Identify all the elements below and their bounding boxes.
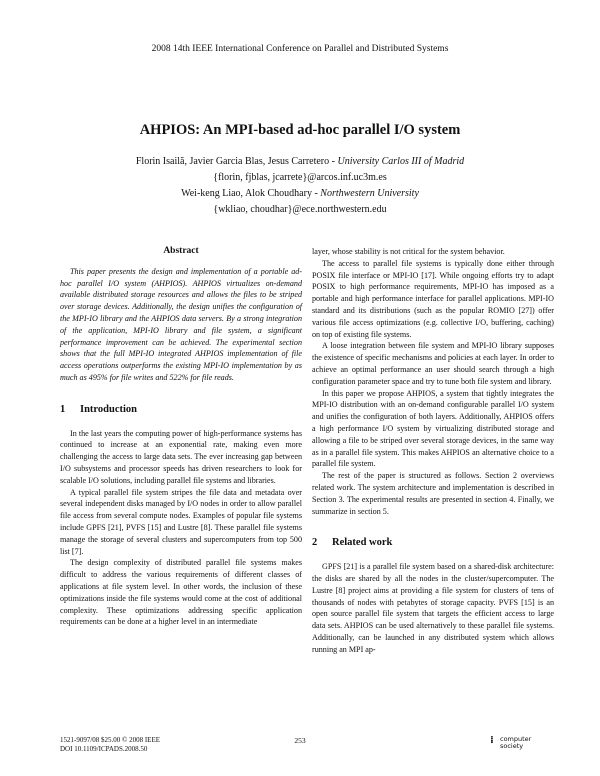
- paragraph: In the last years the computing power of high-performance systems has continued to increase at an exponential rate, making even more challenging the access to large data sets. The ever increasing gap between I/O subsystems and processor speeds has driven researchers to look for scalable I/O solutions, including parallel file systems and libraries.: [60, 428, 302, 485]
- section-1-heading: [60, 404, 302, 416]
- logo-text: computer society: [500, 735, 532, 750]
- society-mark-icon: ⁞: [490, 735, 494, 746]
- computer-society-logo: [490, 735, 542, 757]
- footer-copyright: 1521-9097/08 $25.00 © 2008 IEEE: [60, 736, 161, 744]
- paper-title: AHPIOS: An MPI-based ad-hoc parallel I/O system: [139, 122, 461, 138]
- section-2-title: Related work: [332, 537, 393, 549]
- section-1-title: Introduction: [80, 403, 137, 415]
- section-2-number: 2: [312, 537, 318, 549]
- section-1-number: 1: [60, 403, 66, 415]
- paragraph: A typical parallel file system stripes the file data and metadata over several independent disks managed by I/O nodes in order to allow parallel file access from several compute nodes. Examples of popular file systems include GPFS [21], PVFS [15] and Lustre [8]. These parallel file systems manage the storage of several clusters and supercomputers from top 500 list [7].: [60, 487, 302, 556]
- author-emails-1: {florin, fjblas, jcarrete}@arcos.inf.uc3m.es: [213, 172, 387, 183]
- left-column: [60, 246, 302, 628]
- paragraph: The rest of the paper is structured as follows. Section 2 overviews related work. The system architecture and implementation is described in Section 3. The experimental results are presented in section 4. Finally, we summarize in section 5.: [312, 471, 554, 516]
- author-emails-2: {wkliao, choudhar}@ece.northwestern.edu: [213, 204, 387, 215]
- author-names-1: Florin Isailă, Javier Garcia Blas, Jesus Carretero -: [135, 156, 338, 167]
- conference-header: 2008 14th IEEE International Conference on Parallel and Distributed Systems: [151, 44, 449, 54]
- paragraph: A loose integration between file system and MPI-IO library supposes the existence of specific mechanisms and policies at each layer. In order to achieve an optimal performance an user should search through a high configuration parameter space and try to tune both file system and library.: [312, 341, 554, 386]
- abstract-heading: Abstract: [163, 246, 199, 256]
- paragraph: The design complexity of distributed parallel file systems makes difficult to address the various requirements of different classes of applications at file system level. In other words, the inclusion of these optimizations inside the file systems would come at the cost of additional complexity. These optimizations addressing specific application requirements can be done at a higher level in an intermediate: [60, 558, 302, 627]
- section-2-heading: [312, 537, 554, 549]
- author-affiliation-1: University Carlos III of Madrid: [337, 156, 465, 167]
- paragraph-continuation: layer, whose stability is not critical for the system behavior.: [312, 247, 505, 256]
- author-affiliation-2: Northwestern University: [320, 188, 419, 199]
- abstract-text: This paper presents the design and implementation of a portable ad-hoc parallel I/O system (AHPIOS). AHPIOS virtualizes on-demand available distributed storage resources and allows the files to be striped over storage devices. Additionally, the design unifies the configuration of the MPI-IO library and the AHPIOS data servers. By a strong integration of the application, MPI-IO library and file system, a significant performance improvement can be achieved. The experimental section shows that the full MPI-IO integrated AHPIOS implementation of file access operations outperforms the existing MPI-IO implementation by as much as 495% for file writes and 522% for file reads.: [60, 266, 302, 382]
- author-line-2: [0, 186, 600, 202]
- right-column: [312, 246, 554, 656]
- paragraph: In this paper we propose AHPIOS, a system that tightly integrates the MPI-IO distribution with an on-demand configurable parallel I/O system and unifies the configuration of both layers. Additionally, AHPIOS offers a high performance I/O system by virtualizing distributed storage and allowing a file to be striped over several storage devices, in the same way as in a parallel file system. This makes AHPIOS an alternative choice to a parallel file system.: [312, 388, 554, 469]
- footer-doi: DOI 10.1109/ICPADS.2008.50: [60, 745, 148, 753]
- author-block: [0, 154, 600, 218]
- page-number: 253: [294, 736, 306, 745]
- author-line-1: [0, 154, 600, 170]
- paragraph: GPFS [21] is a parallel file system based on a shared-disk architecture: the disks are shared by all the nodes in the cluster/supercomputer. The Lustre [8] project aims at providing a file system for clusters of tens of thousands of nodes with petabytes of storage capacity. PVFS [15] is an open source parallel file system that targets the efficient access to large data sets. AHPIOS can be used alternatively to these parallel file systems. Additionally, can be launched in any distributed system which allows running an MPI ap-: [312, 562, 554, 654]
- author-names-2: Wei-keng Liao, Alok Choudhary -: [181, 188, 321, 199]
- paragraph: The access to parallel file systems is typically done either through POSIX file interface or MPI-IO [17]. While ongoing efforts try to adapt POSIX to high performance requirements, MPI-IO has imposed as a portable and high performance interface for parallel applications. MPI-IO standard and its distributions (such as the popular ROMIO [27]) offer various file access optimizations (e.g. collective I/O, buffering, caching) on top of existing file systems.: [312, 258, 554, 339]
